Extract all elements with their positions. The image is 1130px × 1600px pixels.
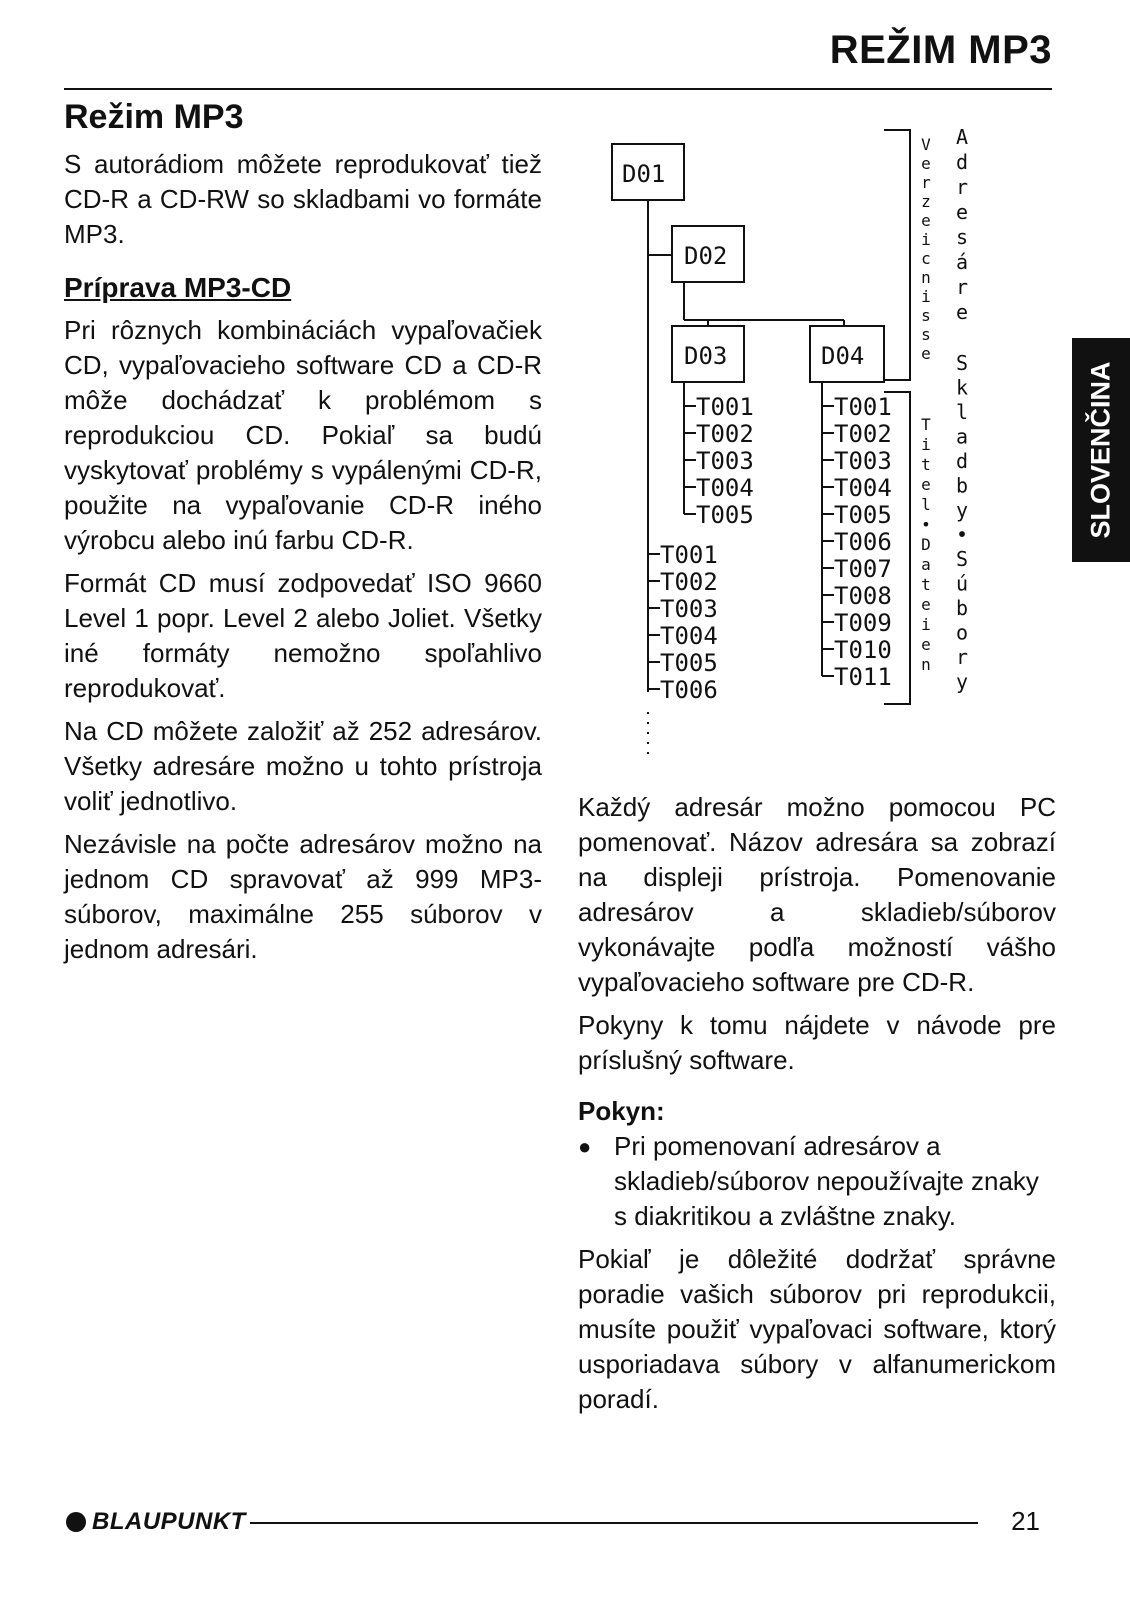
label-german-directories: V e r z e i c n i s s e: [921, 135, 931, 363]
folder-label-d02: D02: [684, 242, 728, 270]
folder-label-d04: D04: [821, 342, 865, 370]
section-title: Režim MP3: [64, 98, 244, 136]
language-tab: [1072, 338, 1130, 562]
d04-track-2: T002: [834, 420, 892, 448]
note-bullet: [578, 1129, 1056, 1234]
paragraph-cd-format: Formát CD musí zodpovedať ISO 9660 Level 1 popr. Level 2 alebo Joliet. Všetky iné formáty nemožno spoľahlivo reprodukovať.: [64, 568, 542, 703]
header-rule: [64, 88, 1052, 90]
language-tab-label: SLOVENČINA: [1085, 361, 1116, 539]
folder-structure-diagram: [600, 122, 1000, 762]
note-bullet-text: Pri pomenovaní adresárov a skladieb/súborov nepoužívajte znaky s diakritikou a zvláštne znaky.: [614, 1131, 1039, 1231]
note-title: Pokyn:: [578, 1096, 665, 1126]
d04-track-11: T011: [834, 663, 892, 691]
folder-label-d03: D03: [684, 342, 728, 370]
brand-logo: [66, 1508, 246, 1536]
label-slovak-files: S k l a d b y • S ú b o r y: [955, 351, 969, 694]
d03-track-5: T005: [696, 501, 754, 529]
page-header-title: REŽIM MP3: [829, 28, 1052, 72]
d03-track-2: T002: [696, 420, 754, 448]
d02-track-4: T004: [660, 622, 718, 650]
d04-track-8: T008: [834, 582, 892, 610]
intro-paragraph: S autorádiom môžete reprodukovať tiež CD-R a CD-RW so skladbami vo formáte MP3.: [64, 149, 542, 249]
footer-rule: [250, 1522, 978, 1524]
d04-track-4: T004: [834, 474, 892, 502]
d04-track-10: T010: [834, 636, 892, 664]
label-german-files: T i t e l • D a t e i e n: [921, 415, 931, 674]
d02-track-5: T005: [660, 649, 718, 677]
logo-dot-icon: [66, 1512, 86, 1532]
paragraph-file-limit: Nezávisle na počte adresárov možno na jednom CD spravovať až 999 MP3-súborov, maximálne 255 súborov v jednom adresári.: [64, 829, 542, 964]
d04-track-9: T009: [834, 609, 892, 637]
page-number: 21: [1011, 1506, 1040, 1536]
folder-label-d01: D01: [622, 160, 666, 188]
directories-bracket: [884, 130, 910, 380]
subsection-title: Príprava MP3-CD: [64, 272, 292, 303]
d02-track-6: T006: [660, 676, 718, 704]
d02-track-1: T001: [660, 541, 718, 569]
d03-track-4: T004: [696, 474, 754, 502]
brand-logo-text: BLAUPUNKT: [92, 1508, 246, 1535]
paragraph-naming: Každý adresár možno pomocou PC pomenovať. Názov adresára sa zobrazí na displeji prístroja. Pomenovanie adresárov a skladieb/súborov vykonávajte podľa možností vášho vypaľovacieho software pre CD-R.: [578, 792, 1056, 997]
d04-track-6: T006: [834, 528, 892, 556]
paragraph-burner-compat: Pri rôznych kombináciách vypaľovačiek CD, vypaľovacieho software CD a CD-R môže dochádzať k problémom s reprodukciou CD. Pokiaľ sa budú vyskytovať problémy s vypálenými CD-R, použite na vypaľovanie CD-R iného výrobcu alebo inú farbu CD-R.: [64, 315, 542, 555]
d02-track-2: T002: [660, 568, 718, 596]
d03-track-1: T001: [696, 393, 754, 421]
d04-track-7: T007: [834, 555, 892, 583]
d02-track-3: T003: [660, 595, 718, 623]
d04-track-5: T005: [834, 501, 892, 529]
right-column: [578, 790, 1056, 1425]
paragraph-software-manual: Pokyny k tomu nájdete v návode pre príslušný software.: [578, 1010, 1056, 1075]
bullet-icon: ●: [578, 1134, 592, 1159]
label-slovak-directories: A d r e s á r e: [955, 125, 969, 324]
d04-track-3: T003: [834, 447, 892, 475]
paragraph-sort-order: Pokiaľ je dôležité dodržať správne poradie vašich súborov pri reprodukcii, musíte použiť vypaľovaci software, ktorý usporiadava súbory v alfanumerickom poradí.: [578, 1244, 1056, 1414]
left-column: [64, 100, 542, 975]
paragraph-directory-limit: Na CD môžete založiť až 252 adresárov. Všetky adresáre možno u tohto prístroja voliť jednotlivo.: [64, 716, 542, 816]
d04-track-1: T001: [834, 393, 892, 421]
d03-track-3: T003: [696, 447, 754, 475]
